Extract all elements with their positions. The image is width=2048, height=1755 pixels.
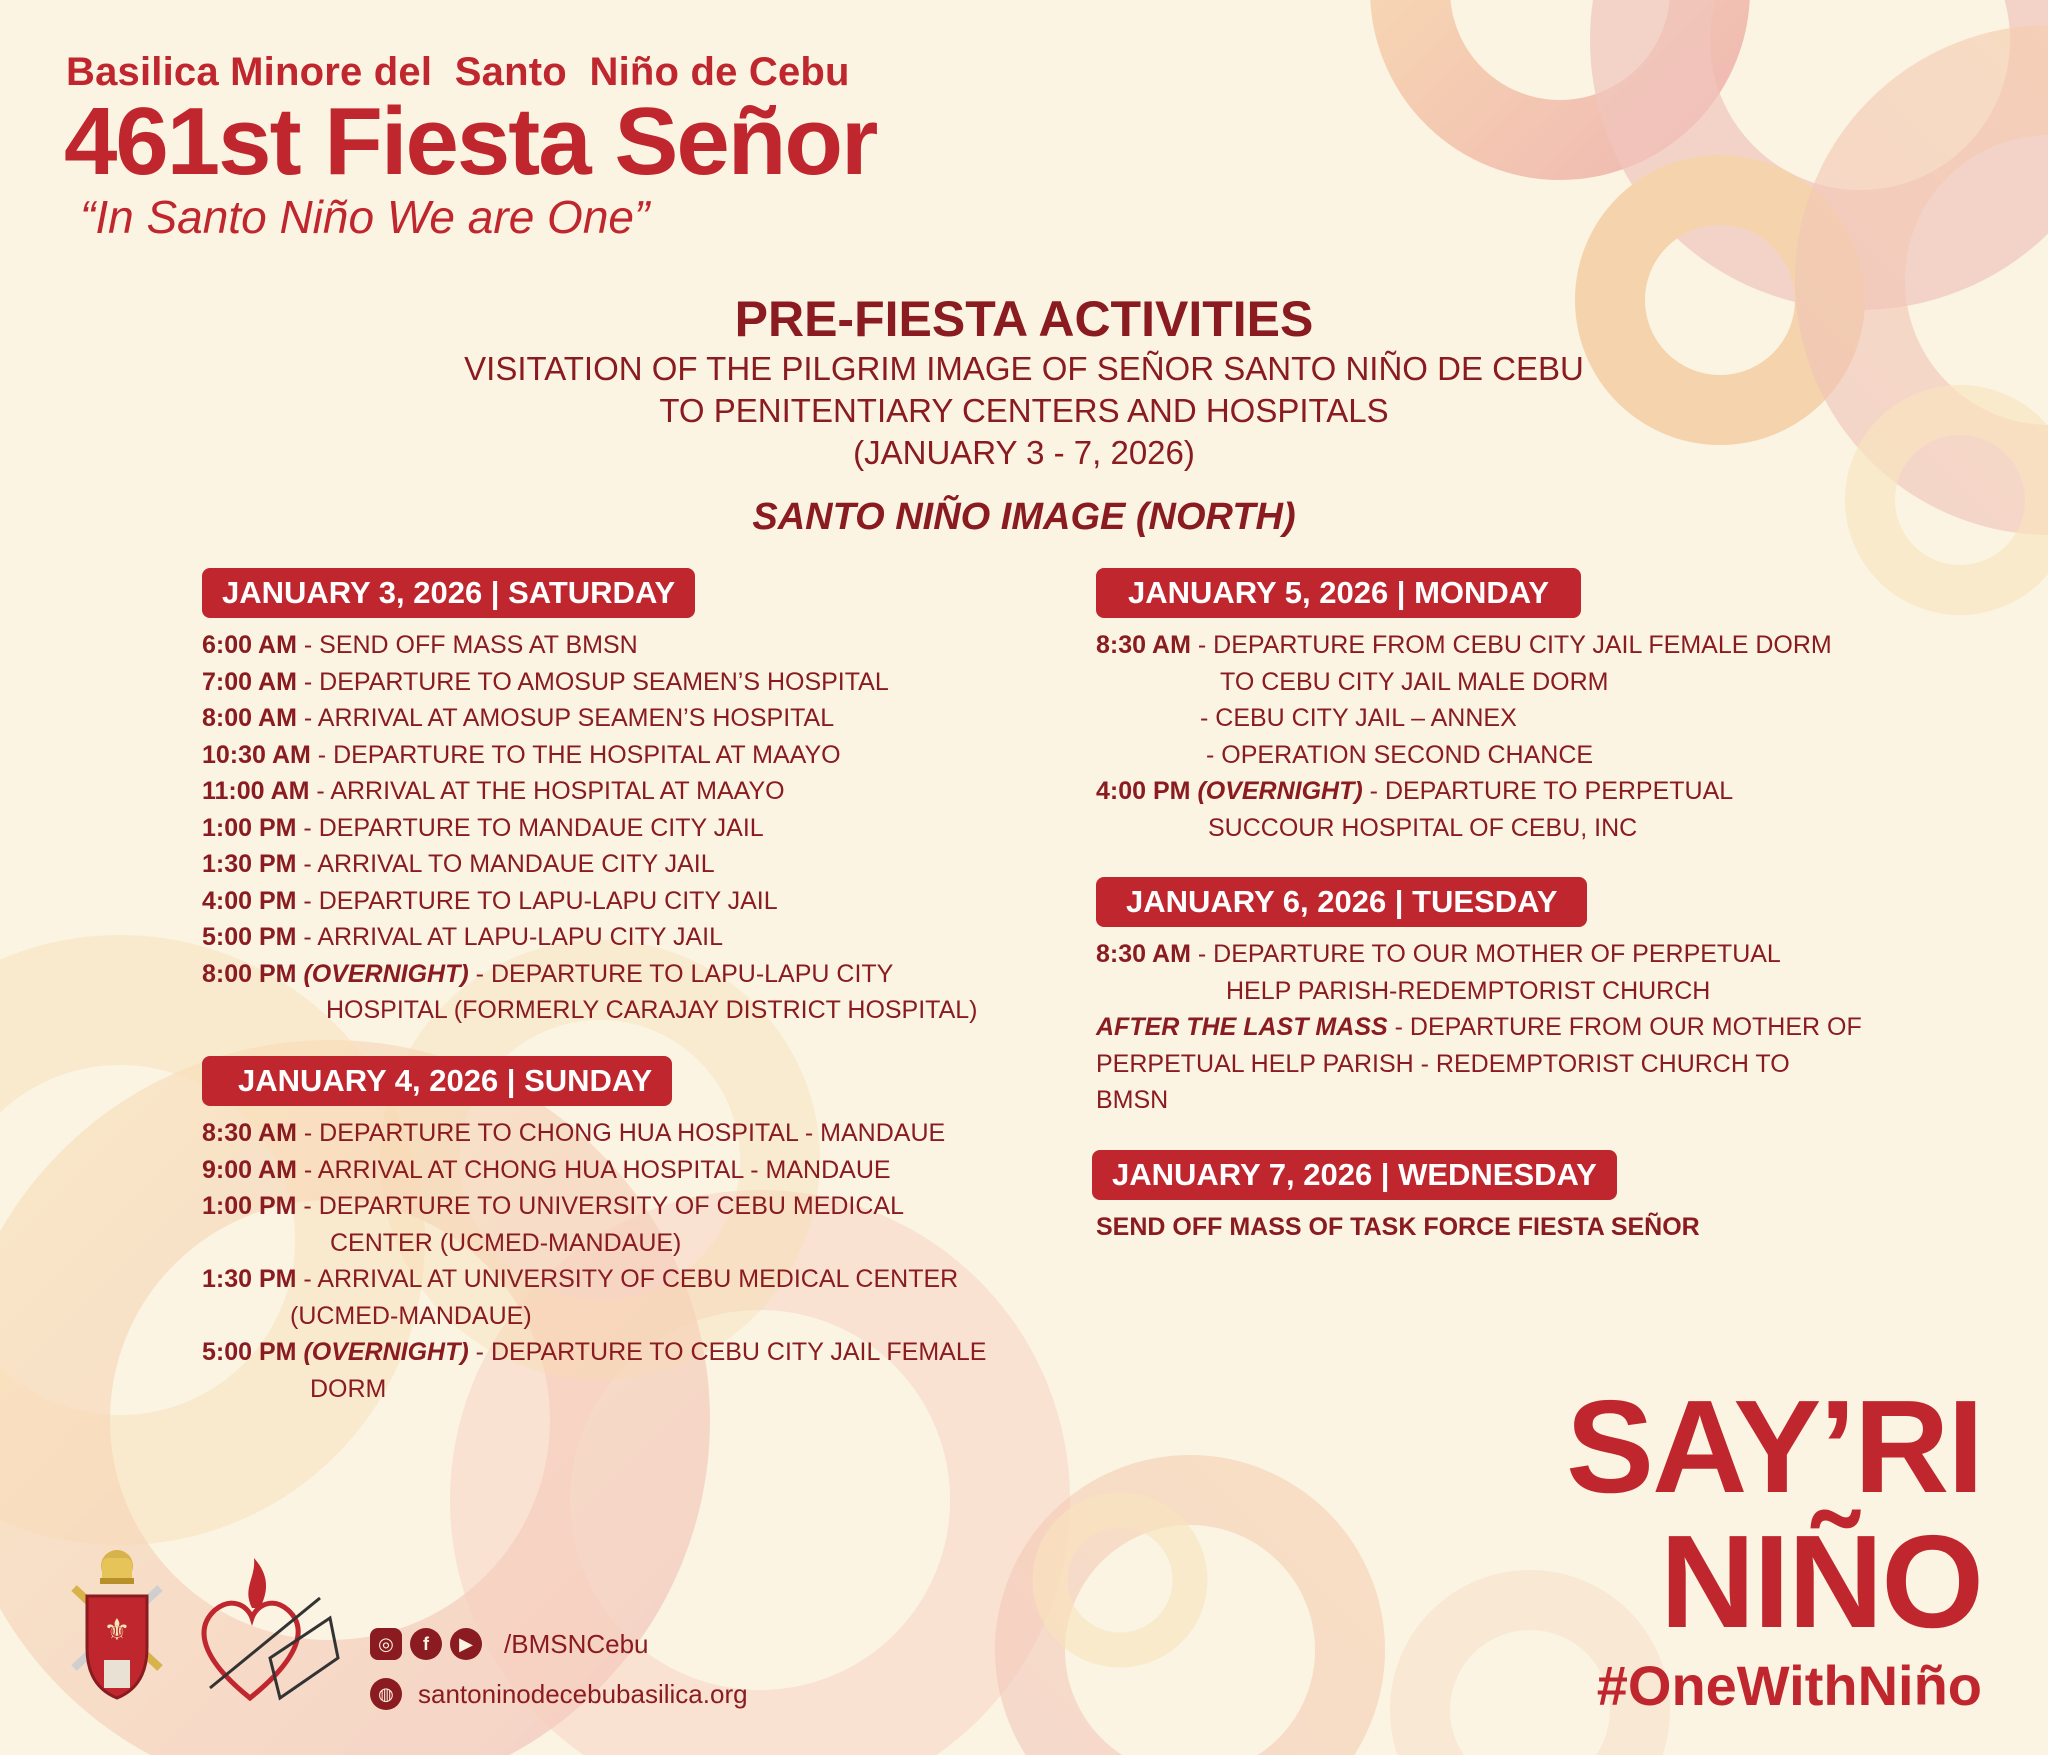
image-title: SANTO NIÑO IMAGE (NORTH) [752,496,1296,538]
day-badge-jan3: JANUARY 3, 2026 | SATURDAY [202,568,695,618]
schedule-entry: - CEBU CITY JAIL – ANNEX [1200,704,1517,732]
schedule-entry: 1:30 PM - ARRIVAL AT UNIVERSITY OF CEBU MEDICAL CENTER (UCMED-MANDAUE) [202,1265,959,1330]
branding-line1: SAY’RI [1566,1373,1982,1520]
schedule-entry: 6:00 AM - SEND OFF MASS AT BMSN [202,631,638,659]
schedule-entry: 1:00 PM - DEPARTURE TO UNIVERSITY OF CEBU MEDICAL CENTER (UCMED-MANDAUE) [202,1192,905,1257]
program-date-range: (JANUARY 3 - 7, 2026) [853,434,1195,471]
day-badge-jan5: JANUARY 5, 2026 | MONDAY [1096,568,1581,618]
papal-coat-of-arms-logo [62,1548,172,1708]
schedule-jan3 [202,627,978,1029]
schedule-entry: 8:00 AM - ARRIVAL AT AMOSUP SEAMEN’S HOSPITAL [202,704,835,732]
schedule-entry: 1:00 PM - DEPARTURE TO MANDAUE CITY JAIL [202,813,764,842]
instagram-icon[interactable]: ◎ [370,1628,402,1660]
facebook-icon[interactable]: f [410,1628,442,1660]
globe-icon: ◍ [370,1678,402,1710]
schedule-entry: 11:00 AM - ARRIVAL AT THE HOSPITAL AT MAAYO [202,777,785,805]
social-handle[interactable]: /BMSNCebu [504,1628,649,1659]
sayri-nino-branding [1566,1373,1982,1718]
fiesta-title: 461st Fiesta Señor [64,88,877,195]
schedule-entry: 7:00 AM - DEPARTURE TO AMOSUP SEAMEN’S HOSPITAL [202,667,889,696]
day-badge-jan7: JANUARY 7, 2026 | WEDNESDAY [1092,1150,1617,1200]
schedule-entry: AFTER THE LAST MASS - DEPARTURE FROM OUR MOTHER OF PERPETUAL HELP PARISH - REDEMPTORIST CHURCH TO BMSN [1096,1013,1862,1114]
schedule-entry: 8:30 AM - DEPARTURE TO OUR MOTHER OF PERPETUAL HELP PARISH-REDEMPTORIST CHURCH [1096,940,1781,1005]
schedule-entry: 4:00 PM - DEPARTURE TO LAPU-LAPU CITY JAIL [202,886,778,915]
social-links [370,1626,748,1726]
schedule-entry: 5:00 PM (OVERNIGHT) - DEPARTURE TO CEBU CITY JAIL FEMALE DORM [202,1338,987,1403]
youtube-icon[interactable]: ▶ [450,1628,482,1660]
program-subtitle-line1: VISITATION OF THE PILGRIM IMAGE OF SEÑOR SANTO NIÑO DE CEBU [464,350,1584,387]
schedule-entry: 10:30 AM - DEPARTURE TO THE HOSPITAL AT MAAYO [202,740,841,769]
schedule-entry: 4:00 PM (OVERNIGHT) - DEPARTURE TO PERPETUAL SUCCOUR HOSPITAL OF CEBU, INC [1096,777,1734,842]
svg-text:⚜: ⚜ [103,1613,131,1648]
augustinian-heart-logo [190,1548,340,1708]
schedule-entry: - OPERATION SECOND CHANCE [1206,740,1594,769]
schedule-entry: 5:00 PM - ARRIVAL AT LAPU-LAPU CITY JAIL [202,923,724,951]
schedule-entry: 8:30 AM - DEPARTURE FROM CEBU CITY JAIL FEMALE DORM TO CEBU CITY JAIL MALE DORM [1096,631,1832,696]
basilica-name: Basilica Minore del Santo Niño de Cebu [66,50,850,94]
schedule-jan7 [1096,1209,1700,1246]
program-title: PRE-FIESTA ACTIVITIES [734,291,1314,347]
schedule-jan5 [1096,627,1832,846]
social-row-handle [370,1626,748,1662]
schedule-entry: SEND OFF MASS OF TASK FORCE FIESTA SEÑOR [1096,1213,1700,1241]
schedule-entry: 1:30 PM - ARRIVAL TO MANDAUE CITY JAIL [202,850,715,878]
website-link[interactable]: santoninodecebubasilica.org [418,1678,748,1709]
schedule-entry: 9:00 AM - ARRIVAL AT CHONG HUA HOSPITAL - MANDAUE [202,1155,891,1184]
schedule-jan6 [1096,936,1862,1119]
branding-line2: NIÑO [1660,1507,1982,1655]
schedule-entry: 8:30 AM - DEPARTURE TO CHONG HUA HOSPITAL - MANDAUE [202,1119,946,1147]
schedule-entry: 8:00 PM (OVERNIGHT) - DEPARTURE TO LAPU-LAPU CITY HOSPITAL (FORMERLY CARAJAY DISTRICT HOSPITAL) [202,959,978,1024]
day-badge-jan6: JANUARY 6, 2026 | TUESDAY [1096,877,1587,927]
branding-hashtag: #OneWithNiño [1596,1654,1982,1718]
social-row-website [370,1676,748,1712]
program-subtitle-line2: TO PENITENTIARY CENTERS AND HOSPITALS [659,392,1389,429]
schedule-jan4 [202,1115,986,1407]
fiesta-tagline: “In Santo Niño We are One” [80,191,650,243]
day-badge-jan4: JANUARY 4, 2026 | SUNDAY [202,1056,672,1106]
